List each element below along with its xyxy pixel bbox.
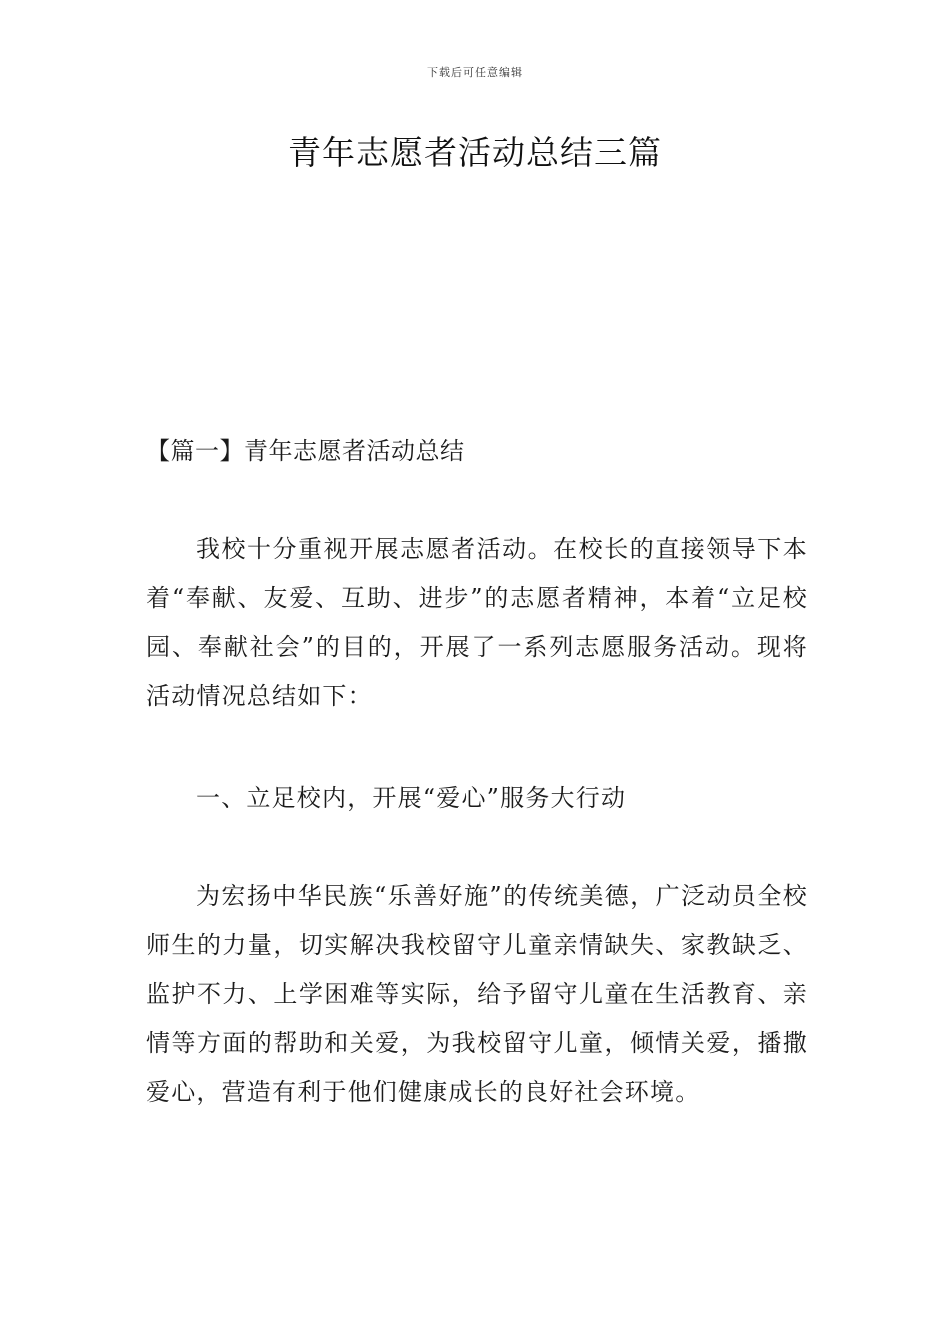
section-heading: 【篇一】青年志愿者活动总结 (146, 437, 465, 465)
paragraph-intro: 我校十分重视开展志愿者活动。在校长的直接领导下本着“奉献、友爱、互助、进步”的志愿者精神，本着“立足校园、奉献社会”的目的，开展了一系列志愿服务活动。现将活动情况总结如下： (146, 535, 808, 710)
document-title: 青年志愿者活动总结三篇 (288, 133, 662, 172)
header-note: 下载后可任意编辑 (427, 66, 523, 79)
paragraph-care: 为宏扬中华民族“乐善好施”的传统美德，广泛动员全校师生的力量，切实解决我校留守儿童亲情缺失、家教缺乏、监护不力、上学困难等实际，给予留守儿童在生活教育、亲情等方面的帮助和关爱，为我校留守儿童，倾情关爱，播撒爱心，营造有利于他们健康成长的良好社会环境。 (146, 882, 808, 1106)
subheading-1: 一、立足校内，开展“爱心”服务大行动 (196, 784, 627, 812)
